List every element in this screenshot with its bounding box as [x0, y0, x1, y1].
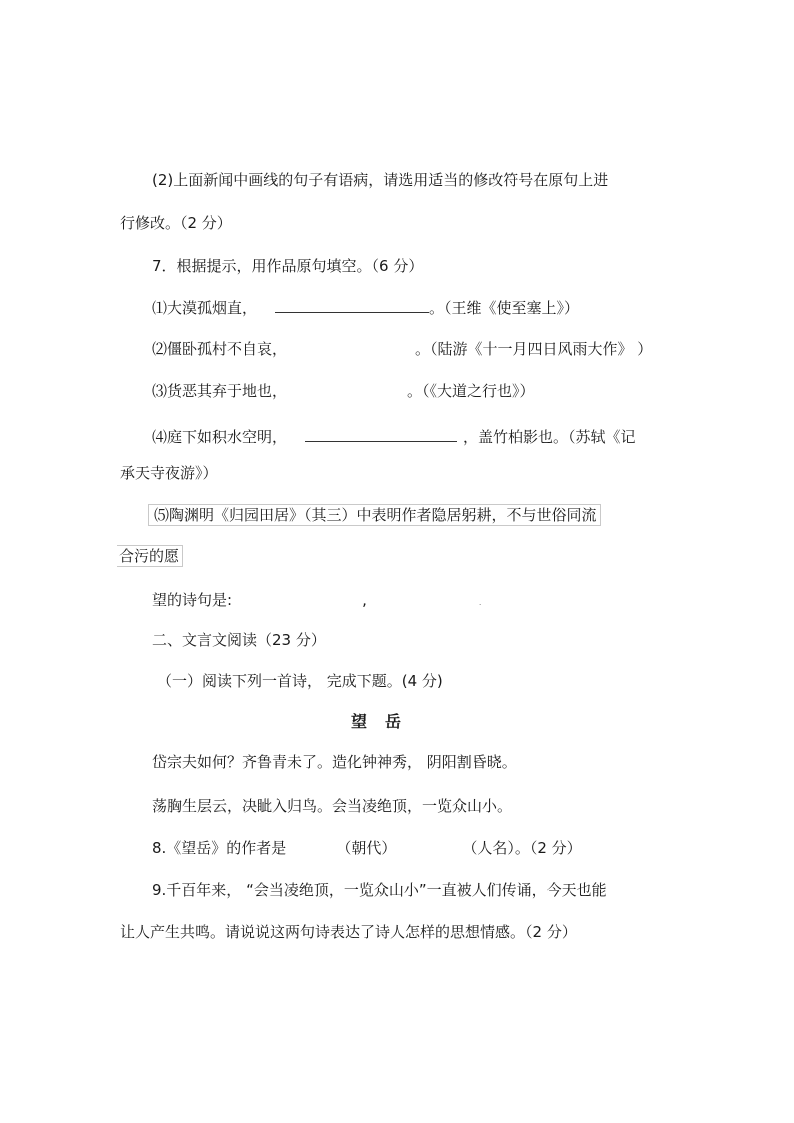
poem-title: 望 岳 [351, 712, 403, 731]
q9-line2: 让人产生共鸣。请说说这两句诗表达了诗人怎样的思想情感。（2 分） [120, 923, 577, 941]
q8-text: 8.《望岳》的作者是 [152, 839, 287, 857]
q7-item-5-prompt: 望的诗句是: [152, 591, 233, 609]
q7-header: 7．根据提示，用作品原句填空。（6 分） [152, 257, 424, 275]
poem-line-2: 荡胸生层云，决眦入归鸟。会当凌绝顶，一览众山小。 [152, 797, 513, 815]
answer-blank-4[interactable] [305, 425, 457, 442]
q7-item-4-text: ⑷庭下如积水空明， [152, 428, 288, 446]
q7-item-5-line2 [117, 545, 183, 567]
q7-item-4 [152, 425, 636, 448]
q7-item-4-source: ，盖竹柏影也。（苏轼《记 [463, 428, 636, 446]
q8 [152, 837, 582, 859]
q7-item-1 [152, 296, 579, 319]
q6-2-line2: 行修改。（2 分） [120, 214, 232, 232]
q7-item-3 [152, 380, 535, 402]
q7-item-5-text-cont: 合污的愿 [117, 545, 183, 567]
q7-item-2 [152, 338, 652, 360]
section2-header: 二、文言文阅读（23 分） [152, 631, 326, 649]
q7-item-5-dot: . [478, 598, 482, 607]
section2-sub: （一）阅读下列一首诗， 完成下题。(4 分) [157, 672, 443, 690]
q7-item-1-text: ⑴大漠孤烟直， [152, 299, 258, 317]
poem-line-1: 岱宗夫如何？齐鲁青未了。造化钟神秀， 阴阳割昏晓。 [152, 753, 517, 771]
q8-dynasty-label: （朝代） [336, 839, 397, 857]
q7-item-4-cont: 承天寺夜游》） [120, 464, 218, 482]
q6-2-line1: (2)上面新闻中画线的句子有语病，请选用适当的修改符号在原句上进 [152, 171, 609, 189]
q8-name-label: （人名）。（2 分） [462, 839, 582, 857]
q7-item-3-text: ⑶货恶其弃于地也， [152, 382, 288, 400]
q7-item-2-text: ⑵僵卧孤村不自哀， [152, 340, 288, 358]
q7-item-3-source: 。（《大道之行也》） [407, 382, 535, 400]
q7-item-2-source: 。（陆游《十一月四日风雨大作》 ） [415, 340, 653, 358]
q7-item-1-source: 。（王维《使至塞上》） [429, 299, 580, 317]
q7-item-5-line3 [152, 589, 481, 614]
q7-item-5-comma: , [362, 591, 367, 609]
answer-blank-1[interactable] [275, 296, 429, 313]
q7-item-5-text: ⑸陶渊明《归园田居》（其三）中表明作者隐居躬耕，不与世俗同流 [148, 504, 601, 526]
q7-item-5-line1 [148, 504, 601, 526]
q9-line1: 9.千百年来， “会当凌绝顶，一览众山小”一直被人们传诵，今天也能 [152, 881, 607, 899]
